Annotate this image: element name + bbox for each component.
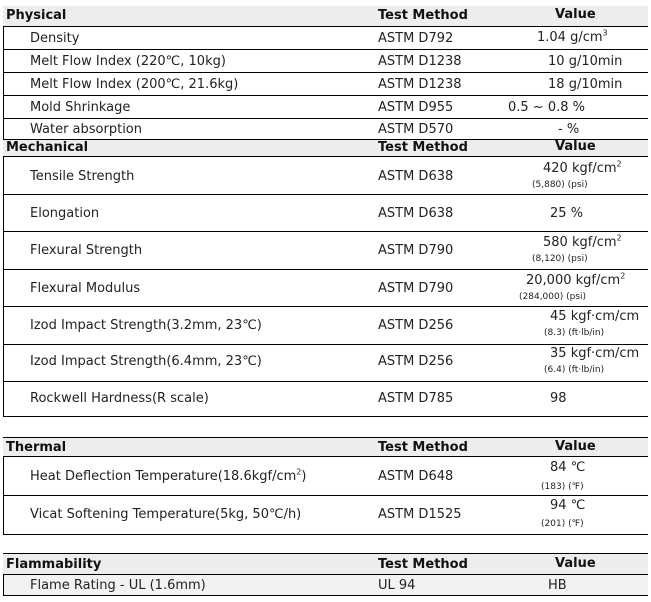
- value-unit: kgf/cm: [575, 273, 621, 288]
- value: [526, 273, 625, 288]
- table-row: [3, 96, 648, 118]
- unit-superscript: 3: [602, 28, 608, 38]
- table-row: [3, 195, 648, 231]
- table-row: [3, 50, 648, 72]
- value-number: 35: [550, 346, 567, 361]
- test-method: UL 94: [378, 578, 416, 593]
- value-unit: kgf/cm: [571, 161, 617, 176]
- value-number: 1.04: [537, 30, 566, 45]
- alt-unit: (℉): [568, 482, 584, 492]
- value-number: 10: [548, 54, 565, 69]
- test-method-header: Test Method: [378, 440, 468, 455]
- value: [550, 460, 585, 475]
- value-header: Value: [555, 439, 596, 454]
- property-label: Elongation: [30, 206, 100, 221]
- table-row: [3, 382, 648, 416]
- flammability-section-header: [3, 554, 648, 574]
- value-number: 420: [543, 161, 568, 176]
- value: [543, 235, 622, 250]
- value: [550, 498, 585, 513]
- alt-value: [541, 482, 584, 492]
- property-label: Tensile Strength: [30, 169, 135, 184]
- property-label: Izod Impact Strength(6.4mm, 23℃): [30, 354, 262, 369]
- alt-number: (8,120): [532, 254, 565, 264]
- alt-number: (6.4): [544, 365, 566, 375]
- unit-superscript: 2: [620, 271, 626, 281]
- alt-unit: (℉): [568, 519, 584, 529]
- table-row: [3, 496, 648, 534]
- value-number: -: [558, 122, 563, 137]
- value-header: Value: [555, 7, 596, 22]
- test-method: ASTM D256: [378, 318, 454, 333]
- test-method: ASTM D256: [378, 354, 454, 369]
- section-title: Thermal: [6, 440, 67, 455]
- value-header: Value: [555, 139, 596, 154]
- value-unit: g/cm: [570, 30, 603, 45]
- value-number: 98: [550, 391, 567, 406]
- alt-unit: (ft·lb/in): [568, 328, 605, 338]
- value-unit: %: [570, 206, 584, 221]
- table-row: [3, 457, 648, 495]
- alt-number: (201): [541, 519, 566, 529]
- test-method: ASTM D790: [378, 281, 454, 296]
- property-text-end: ): [301, 469, 307, 484]
- section-title: Mechanical: [6, 140, 89, 155]
- alt-number: (8.3): [544, 328, 566, 338]
- table-row: [3, 119, 648, 139]
- value: [548, 578, 567, 593]
- value-number: 45: [550, 309, 567, 324]
- alt-value: [519, 292, 586, 302]
- test-method: ASTM D1238: [378, 77, 462, 92]
- physical-section-header: [3, 6, 648, 26]
- mechanical-section-header: [3, 140, 648, 156]
- test-method: ASTM D638: [378, 206, 454, 221]
- alt-number: (183): [541, 482, 566, 492]
- property-label: Density: [30, 31, 80, 46]
- property-label: Izod Impact Strength(3.2mm, 23℃): [30, 318, 262, 333]
- property-superscript: 2: [296, 467, 302, 477]
- property-label: Vicat Softening Temperature(5kg, 50℃/h): [30, 507, 302, 522]
- test-method: ASTM D570: [378, 122, 454, 137]
- value-unit: ℃: [570, 460, 586, 475]
- test-method: ASTM D1525: [378, 507, 462, 522]
- value-header: Value: [555, 556, 596, 571]
- table-row: [3, 345, 648, 381]
- value: [558, 122, 579, 137]
- table-row: [3, 307, 648, 344]
- property-label: Flame Rating - UL (1.6mm): [30, 578, 206, 593]
- value: [543, 161, 622, 176]
- alt-value: [544, 328, 604, 338]
- value: [550, 206, 583, 221]
- alt-value: [532, 254, 588, 264]
- property-text: Heat Deflection Temperature(18.6kgf/cm: [30, 469, 297, 484]
- alt-unit: (psi): [567, 254, 588, 264]
- table-row: [3, 27, 648, 49]
- value-number: 25: [550, 206, 567, 221]
- value: [550, 391, 567, 406]
- value-unit: kgf·cm/cm: [570, 346, 640, 361]
- value-unit: %: [566, 122, 580, 137]
- alt-unit: (psi): [566, 292, 587, 302]
- value-number: 20,000: [526, 273, 572, 288]
- alt-value: [541, 519, 584, 529]
- value: [550, 346, 639, 361]
- alt-number: (284,000): [519, 292, 564, 302]
- table-row: [3, 73, 648, 95]
- value-unit: kgf·cm/cm: [570, 309, 640, 324]
- test-method: ASTM D792: [378, 31, 454, 46]
- test-method: ASTM D790: [378, 243, 454, 258]
- unit-superscript: 2: [616, 233, 622, 243]
- property-label: Melt Flow Index (220℃, 10kg): [30, 54, 226, 69]
- table-row: [3, 575, 648, 595]
- alt-unit: (ft·lb/in): [568, 365, 605, 375]
- unit-superscript: 2: [616, 159, 622, 169]
- value: [508, 100, 585, 115]
- alt-unit: (psi): [567, 180, 588, 190]
- value-unit: g/10min: [568, 77, 623, 92]
- value-number: HB: [548, 578, 567, 593]
- test-method: ASTM D638: [378, 169, 454, 184]
- value-number: 84: [550, 460, 567, 475]
- table-row: [3, 232, 648, 269]
- test-method: ASTM D1238: [378, 54, 462, 69]
- value: [548, 54, 622, 69]
- value-number: 94: [550, 498, 567, 513]
- property-label: [30, 469, 306, 484]
- value-number: 0.5 ~ 0.8: [508, 100, 569, 115]
- value-number: 580: [543, 235, 568, 250]
- property-label: Mold Shrinkage: [30, 100, 131, 115]
- test-method-header: Test Method: [378, 140, 468, 155]
- property-label: Flexural Strength: [30, 243, 143, 258]
- section-title: Physical: [6, 8, 67, 23]
- table-row: [3, 270, 648, 306]
- property-label: Flexural Modulus: [30, 281, 141, 296]
- property-label: Rockwell Hardness(R scale): [30, 391, 209, 406]
- value-unit: %: [572, 100, 586, 115]
- alt-number: (5,880): [532, 180, 565, 190]
- section-title: Flammability: [6, 557, 102, 572]
- thermal-section-header: [3, 438, 648, 456]
- test-method-header: Test Method: [378, 8, 468, 23]
- property-label: Water absorption: [30, 122, 143, 137]
- test-method: ASTM D648: [378, 469, 454, 484]
- alt-value: [532, 180, 588, 190]
- value-unit: g/10min: [568, 54, 623, 69]
- value-number: 18: [548, 77, 565, 92]
- value: [550, 309, 639, 324]
- test-method: ASTM D955: [378, 100, 454, 115]
- test-method-header: Test Method: [378, 557, 468, 572]
- value: [548, 77, 622, 92]
- value: [537, 30, 608, 45]
- value-unit: ℃: [570, 498, 586, 513]
- test-method: ASTM D785: [378, 391, 454, 406]
- alt-value: [544, 365, 604, 375]
- table-row: [3, 157, 648, 194]
- property-label: Melt Flow Index (200℃, 21.6kg): [30, 77, 239, 92]
- value-unit: kgf/cm: [571, 235, 617, 250]
